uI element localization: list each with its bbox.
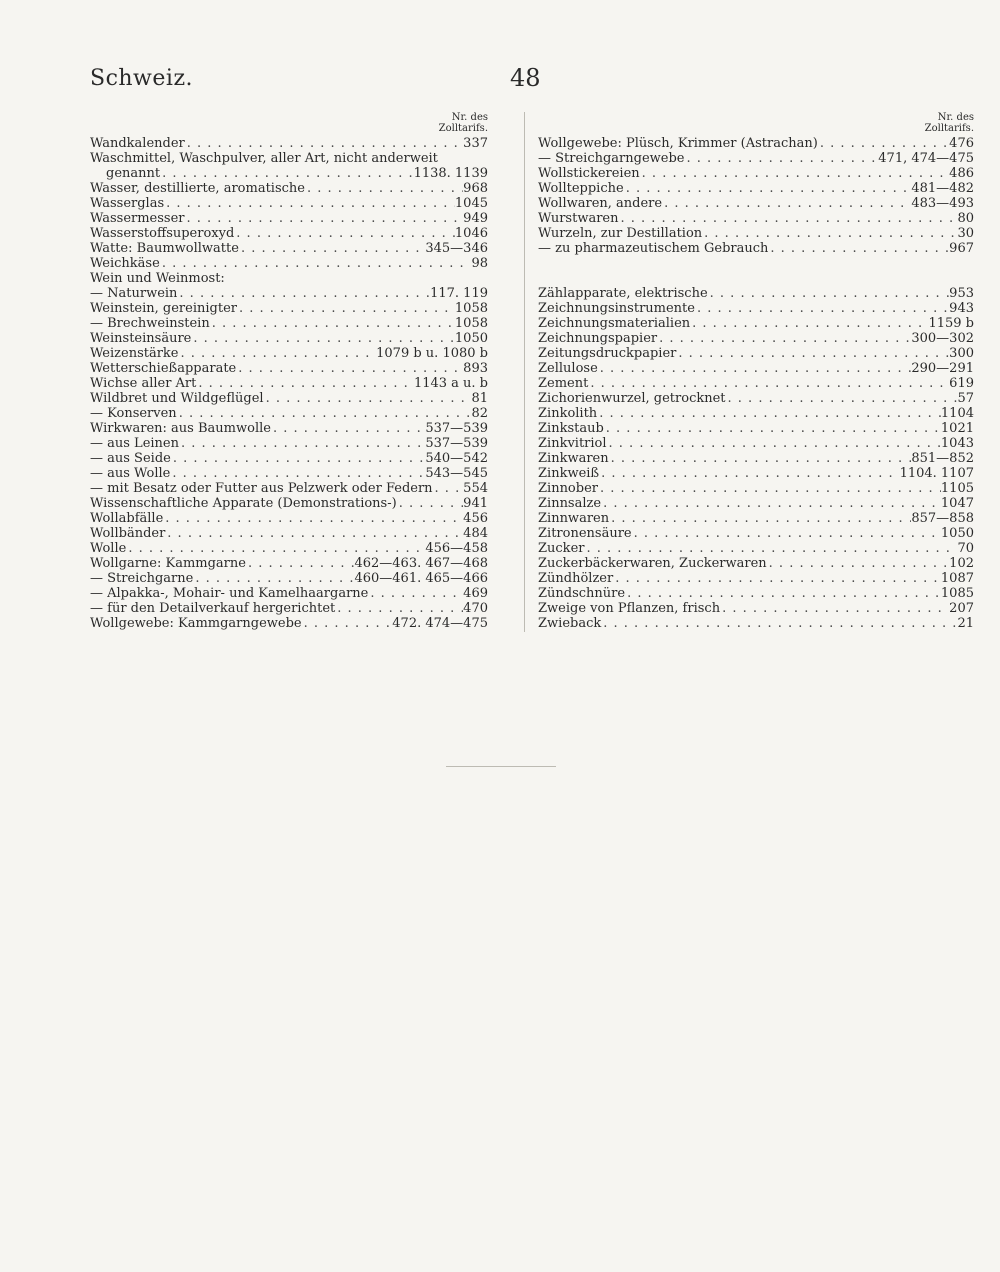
- leader-dots: [584, 541, 957, 556]
- page-number: 48: [510, 64, 541, 92]
- entry-tariff-number: 476: [949, 136, 974, 151]
- index-entry: [538, 586, 974, 601]
- index-entry: [90, 256, 488, 271]
- index-entry: [90, 391, 488, 406]
- index-entry: [90, 346, 488, 361]
- leader-dots: [702, 226, 957, 241]
- entry-term: — aus Seide: [90, 451, 171, 466]
- entry-tariff-number: 537—539: [425, 421, 488, 436]
- entry-term: Zinkwaren: [538, 451, 609, 466]
- entry-tariff-number: 70: [957, 541, 974, 556]
- entry-term: Zündhölzer: [538, 571, 614, 586]
- leader-dots: [599, 466, 899, 481]
- index-entry: [90, 226, 488, 241]
- leader-dots: [177, 406, 472, 421]
- left-index-column: [90, 112, 488, 631]
- entry-term: Waschmittel, Waschpulver, aller Art, nicht anderweit: [90, 151, 438, 166]
- entry-tariff-number: 80: [957, 211, 974, 226]
- leader-dots: [236, 361, 463, 376]
- index-entry: [90, 601, 488, 616]
- column-divider: [524, 112, 525, 632]
- entry-term: — Streichgarne: [90, 571, 194, 586]
- index-entry: [538, 391, 974, 406]
- leader-dots: [767, 556, 950, 571]
- entry-term: — mit Besatz oder Futter aus Pelzwerk oder Federn: [90, 481, 433, 496]
- index-entry: [538, 466, 974, 481]
- entry-tariff-number: 943: [949, 301, 974, 316]
- entry-tariff-number: 470: [463, 601, 488, 616]
- leader-dots: [177, 286, 430, 301]
- leader-dots: [179, 346, 377, 361]
- index-entry: [538, 616, 974, 631]
- entry-term: Wildbret und Wildgeflügel: [90, 391, 264, 406]
- entry-tariff-number: 484: [463, 526, 488, 541]
- entry-term: Weinsteinsäure: [90, 331, 192, 346]
- entry-tariff-number: 619: [949, 376, 974, 391]
- leader-dots: [720, 601, 949, 616]
- leader-dots: [397, 496, 463, 511]
- leader-dots: [335, 601, 463, 616]
- index-entry: [538, 181, 974, 196]
- leader-dots: [607, 436, 941, 451]
- leader-dots: [601, 496, 941, 511]
- entry-term: Wasserglas: [90, 196, 165, 211]
- section-spacer: [538, 256, 974, 286]
- entry-tariff-number: 1046: [454, 226, 488, 241]
- entry-term: Zucker: [538, 541, 585, 556]
- entry-term: Wichse aller Art: [90, 376, 197, 391]
- index-entry: [538, 316, 974, 331]
- entry-term: — für den Detailverkauf hergerichtet: [90, 601, 336, 616]
- entry-tariff-number: 968: [463, 181, 488, 196]
- leader-dots: [246, 556, 355, 571]
- leader-dots: [609, 511, 911, 526]
- index-entry: [538, 151, 974, 166]
- entry-term: Wollabfälle: [90, 511, 164, 526]
- leader-dots: [210, 316, 455, 331]
- leader-dots: [726, 391, 958, 406]
- entry-term: Wasser, destillierte, aromatische: [90, 181, 305, 196]
- index-entry: [538, 166, 974, 181]
- leader-dots: [625, 586, 941, 601]
- entry-tariff-number: 460—461. 465—466: [354, 571, 488, 586]
- entry-tariff-number: 893: [463, 361, 488, 376]
- entry-tariff-number: 98: [471, 256, 488, 271]
- leader-dots: [305, 181, 463, 196]
- index-entry-list-z: [538, 286, 974, 631]
- index-entry: [90, 436, 488, 451]
- entry-tariff-number: 941: [463, 496, 488, 511]
- leader-dots: [598, 481, 941, 496]
- leader-dots: [171, 451, 426, 466]
- entry-term: Wollgewebe: Plüsch, Krimmer (Astrachan): [538, 136, 818, 151]
- entry-tariff-number: 851—852: [911, 451, 974, 466]
- index-entry: [538, 361, 974, 376]
- leader-dots: [368, 586, 463, 601]
- leader-dots: [695, 301, 949, 316]
- entry-tariff-number: 30: [957, 226, 974, 241]
- column-heading-line1: Nr. des: [937, 112, 974, 123]
- index-entry: [90, 451, 488, 466]
- entry-tariff-number: 82: [471, 406, 488, 421]
- entry-term: Wassermesser: [90, 211, 185, 226]
- entry-tariff-number: 456—458: [425, 541, 488, 556]
- entry-tariff-number: 1058: [454, 301, 488, 316]
- column-heading-line2: Zolltarifs.: [924, 123, 974, 134]
- index-entry: [90, 481, 488, 496]
- entry-tariff-number: 472. 474—475: [392, 616, 488, 631]
- entry-term: — zu pharmazeutischem Gebrauch: [538, 241, 769, 256]
- leader-dots: [193, 571, 354, 586]
- index-entry: [90, 616, 488, 631]
- leader-dots: [185, 136, 463, 151]
- leader-dots: [302, 616, 393, 631]
- leader-dots: [271, 421, 425, 436]
- leader-dots: [164, 196, 455, 211]
- leader-dots: [234, 226, 455, 241]
- entry-tariff-number: 967: [949, 241, 974, 256]
- entry-tariff-number: 1045: [454, 196, 488, 211]
- entry-term: Zement: [538, 376, 589, 391]
- page-country-heading: Schweiz.: [90, 66, 194, 91]
- leader-dots: [657, 331, 911, 346]
- entry-term: Zinkvitriol: [538, 436, 607, 451]
- entry-term: Wollwaren, andere: [538, 196, 663, 211]
- entry-tariff-number: 483—493: [911, 196, 974, 211]
- index-entry: [538, 451, 974, 466]
- index-entry: [538, 541, 974, 556]
- entry-tariff-number: 540—542: [425, 451, 488, 466]
- entry-term: Zitronensäure: [538, 526, 632, 541]
- leader-dots: [768, 241, 949, 256]
- index-entry: [90, 181, 488, 196]
- index-entry: [538, 436, 974, 451]
- leader-dots: [191, 331, 455, 346]
- entry-tariff-number: 337: [463, 136, 488, 151]
- leader-dots: [179, 436, 425, 451]
- index-entry: [90, 571, 488, 586]
- entry-term: Zinnober: [538, 481, 598, 496]
- leader-dots: [170, 466, 425, 481]
- index-entry: [538, 571, 974, 586]
- index-entry: [90, 496, 488, 511]
- entry-term: Zinnwaren: [538, 511, 610, 526]
- entry-term: genannt: [106, 166, 161, 181]
- index-entry: [90, 376, 488, 391]
- entry-term: — aus Wolle: [90, 466, 171, 481]
- entry-tariff-number: 469: [463, 586, 488, 601]
- entry-term: — aus Leinen: [90, 436, 179, 451]
- index-entry: [538, 286, 974, 301]
- index-entry: [90, 286, 488, 301]
- leader-dots: [676, 346, 949, 361]
- entry-tariff-number: 537—539: [425, 436, 488, 451]
- entry-term: Zweige von Pflanzen, frisch: [538, 601, 721, 616]
- entry-term: Wollteppiche: [538, 181, 624, 196]
- entry-tariff-number: 953: [949, 286, 974, 301]
- entry-term: Zinkstaub: [538, 421, 604, 436]
- horizontal-rule: [446, 766, 556, 767]
- index-entry: [538, 331, 974, 346]
- index-entry: [90, 196, 488, 211]
- index-entry: [90, 136, 488, 151]
- entry-term: Wollgewebe: Kammgarngewebe: [90, 616, 302, 631]
- leader-dots: [618, 211, 957, 226]
- entry-term: Zeichnungsmaterialien: [538, 316, 691, 331]
- index-entry: [538, 526, 974, 541]
- index-entry: [90, 541, 488, 556]
- leader-dots: [185, 211, 464, 226]
- entry-tariff-number: 857—858: [911, 511, 974, 526]
- leader-dots: [613, 571, 941, 586]
- index-entry: [90, 301, 488, 316]
- entry-term: Wasserstoffsuperoxyd: [90, 226, 235, 241]
- entry-term: Wurzeln, zur Destillation: [538, 226, 703, 241]
- index-entry: [538, 211, 974, 226]
- entry-tariff-number: 345—346: [425, 241, 488, 256]
- leader-dots: [708, 286, 950, 301]
- entry-term: — Alpakka-, Mohair- und Kamelhaargarne: [90, 586, 369, 601]
- index-entry: [90, 406, 488, 421]
- index-entry: [90, 271, 488, 286]
- leader-dots: [604, 421, 941, 436]
- entry-tariff-number: 21: [957, 616, 974, 631]
- leader-dots: [685, 151, 879, 166]
- entry-term: Zeitungsdruckpapier: [538, 346, 677, 361]
- entry-term: Zwieback: [538, 616, 602, 631]
- index-entry: [538, 196, 974, 211]
- index-entry: [90, 316, 488, 331]
- entry-term: Wandkalender: [90, 136, 185, 151]
- leader-dots: [632, 526, 941, 541]
- entry-tariff-number: 1021: [940, 421, 974, 436]
- leader-dots: [264, 391, 472, 406]
- entry-term: Zinnsalze: [538, 496, 602, 511]
- column-heading: [538, 112, 974, 134]
- leader-dots: [601, 616, 957, 631]
- entry-tariff-number: 471, 474—475: [878, 151, 974, 166]
- entry-tariff-number: 1085: [940, 586, 974, 601]
- index-entry: [90, 556, 488, 571]
- index-entry: [90, 151, 488, 166]
- leader-dots: [160, 256, 472, 271]
- entry-tariff-number: 1105: [940, 481, 974, 496]
- entry-term: — Brechweinstein: [90, 316, 210, 331]
- leader-dots: [609, 451, 912, 466]
- index-entry: [90, 331, 488, 346]
- entry-tariff-number: 1079 b u. 1080 b: [376, 346, 488, 361]
- column-heading-line1: Nr. des: [451, 112, 488, 123]
- entry-tariff-number: 543—545: [425, 466, 488, 481]
- index-entry: [538, 421, 974, 436]
- entry-tariff-number: 1104. 1107: [899, 466, 974, 481]
- entry-tariff-number: 1159 b: [928, 316, 974, 331]
- entry-tariff-number: 1087: [940, 571, 974, 586]
- entry-term: Zeichnungspapier: [538, 331, 658, 346]
- entry-tariff-number: 117. 119: [430, 286, 488, 301]
- index-entry: [90, 421, 488, 436]
- leader-dots: [598, 361, 912, 376]
- entry-tariff-number: 1138. 1139: [413, 166, 488, 181]
- leader-dots: [433, 481, 464, 496]
- entry-tariff-number: 300: [949, 346, 974, 361]
- entry-tariff-number: 1043: [940, 436, 974, 451]
- entry-tariff-number: 1050: [940, 526, 974, 541]
- index-entry: [90, 211, 488, 226]
- index-entry: [90, 466, 488, 481]
- leader-dots: [588, 376, 949, 391]
- index-entry: [90, 511, 488, 526]
- entry-term: Wirkwaren: aus Baumwolle: [90, 421, 271, 436]
- entry-term: Weizenstärke: [90, 346, 179, 361]
- leader-dots: [160, 166, 413, 181]
- entry-term: — Streichgarngewebe: [538, 151, 685, 166]
- index-entry: [538, 496, 974, 511]
- entry-tariff-number: 462—463. 467—468: [354, 556, 488, 571]
- leader-dots: [818, 136, 949, 151]
- entry-term: Wollbänder: [90, 526, 166, 541]
- entry-tariff-number: 1050: [454, 331, 488, 346]
- index-entry: [90, 241, 488, 256]
- entry-term: Watte: Baumwollwatte: [90, 241, 239, 256]
- entry-tariff-number: 300—302: [911, 331, 974, 346]
- entry-term: Zeichnungsinstrumente: [538, 301, 695, 316]
- index-entry: [90, 586, 488, 601]
- leader-dots: [196, 376, 414, 391]
- index-entry: [90, 361, 488, 376]
- leader-dots: [163, 511, 463, 526]
- entry-term: Wollstickereien: [538, 166, 640, 181]
- column-heading: [90, 112, 488, 134]
- entry-tariff-number: 1104: [940, 406, 974, 421]
- entry-tariff-number: 481—482: [911, 181, 974, 196]
- index-entry: [538, 346, 974, 361]
- entry-tariff-number: 456: [463, 511, 488, 526]
- index-entry: [538, 226, 974, 241]
- index-entry: [538, 136, 974, 151]
- entry-term: Zinkweiß: [538, 466, 600, 481]
- entry-tariff-number: 290—291: [911, 361, 974, 376]
- entry-term: Zellulose: [538, 361, 598, 376]
- column-heading-line2: Zolltarifs.: [438, 123, 488, 134]
- entry-term: Zündschnüre: [538, 586, 626, 601]
- entry-term: Weinstein, gereinigter: [90, 301, 237, 316]
- leader-dots: [662, 196, 911, 211]
- entry-tariff-number: 1047: [940, 496, 974, 511]
- entry-tariff-number: 1143 a u. b: [413, 376, 488, 391]
- entry-term: Zinkolith: [538, 406, 598, 421]
- entry-term: Wein und Weinmost:: [90, 271, 225, 286]
- leader-dots: [597, 406, 941, 421]
- index-entry: [538, 376, 974, 391]
- index-entry: [538, 241, 974, 256]
- entry-term: — Konserven: [90, 406, 177, 421]
- entry-term: Zählapparate, elektrische: [538, 286, 708, 301]
- entry-tariff-number: 57: [957, 391, 974, 406]
- entry-term: Wollgarne: Kammgarne: [90, 556, 246, 571]
- leader-dots: [690, 316, 928, 331]
- leader-dots: [237, 301, 455, 316]
- entry-term: Zuckerbäckerwaren, Zuckerwaren: [538, 556, 767, 571]
- entry-term: Wolle: [90, 541, 127, 556]
- entry-term: Wissenschaftliche Apparate (Demonstrations-): [90, 496, 397, 511]
- right-index-column: [538, 112, 974, 631]
- entry-tariff-number: 554: [463, 481, 488, 496]
- entry-tariff-number: 486: [949, 166, 974, 181]
- index-entry: [538, 481, 974, 496]
- index-entry-list-w: [538, 136, 974, 256]
- index-entry-list: [90, 136, 488, 631]
- index-entry: [90, 526, 488, 541]
- index-entry: [538, 406, 974, 421]
- leader-dots: [239, 241, 425, 256]
- entry-term: — Naturwein: [90, 286, 178, 301]
- entry-term: Wurstwaren: [538, 211, 619, 226]
- entry-tariff-number: 102: [949, 556, 974, 571]
- leader-dots: [640, 166, 950, 181]
- index-entry: [538, 511, 974, 526]
- entry-tariff-number: 207: [949, 601, 974, 616]
- index-entry: [90, 166, 488, 181]
- entry-term: Wetterschießapparate: [90, 361, 237, 376]
- leader-dots: [126, 541, 425, 556]
- entry-term: Zichorienwurzel, getrocknet: [538, 391, 726, 406]
- entry-tariff-number: 81: [471, 391, 488, 406]
- leader-dots: [165, 526, 463, 541]
- entry-term: Weichkäse: [90, 256, 160, 271]
- index-entry: [538, 601, 974, 616]
- index-entry: [538, 301, 974, 316]
- entry-tariff-number: 949: [463, 211, 488, 226]
- leader-dots: [624, 181, 912, 196]
- index-entry: [538, 556, 974, 571]
- entry-tariff-number: 1058: [454, 316, 488, 331]
